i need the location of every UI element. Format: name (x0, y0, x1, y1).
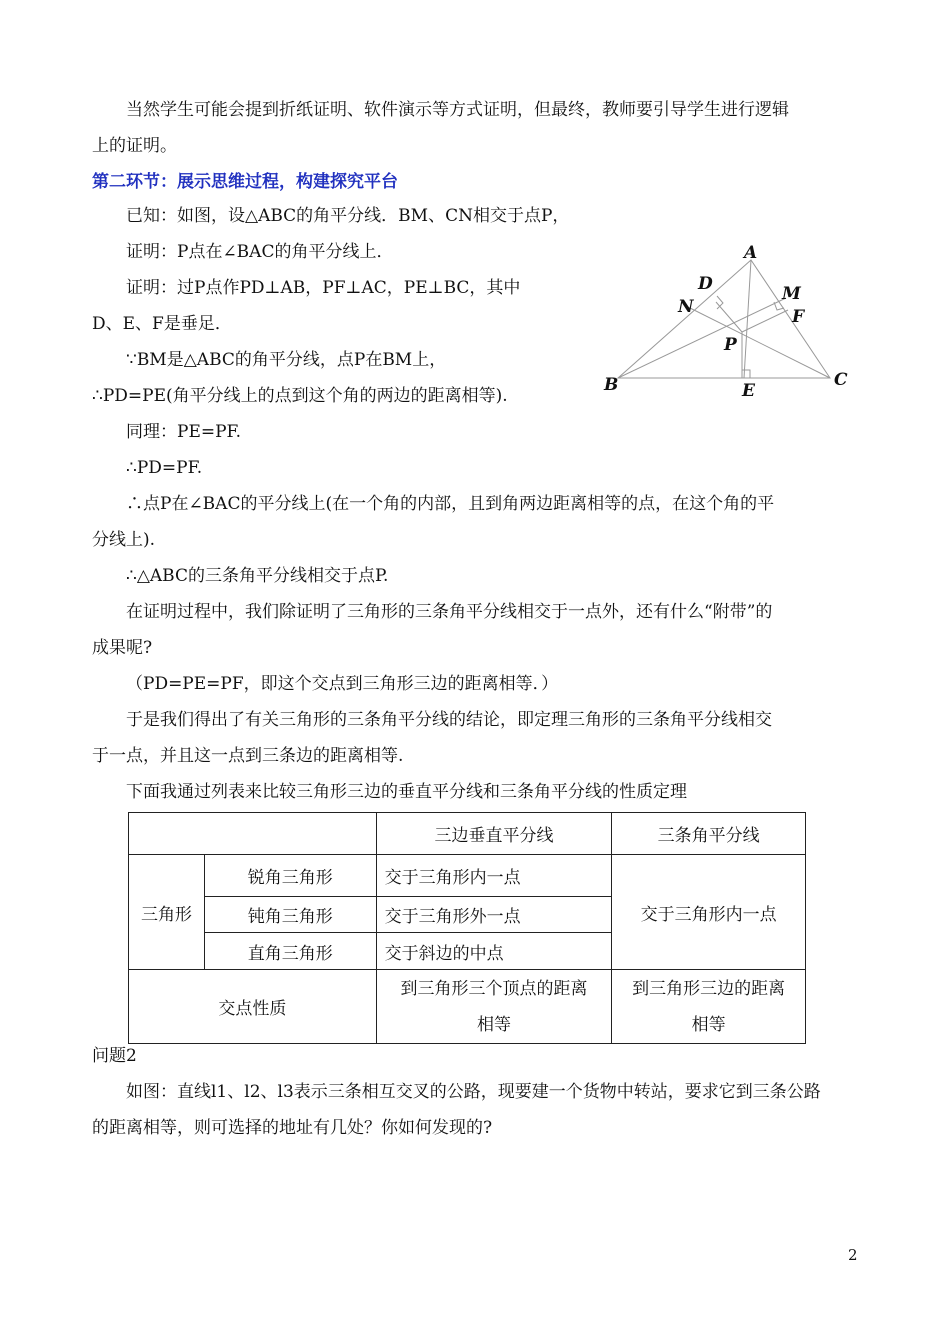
table-row (129, 855, 806, 897)
section-heading: 第二环节：展示思维过程，构建探究平台 (92, 172, 398, 192)
triangle-figure (596, 240, 866, 410)
paragraph-line: ∴点P在∠BAC的平分线上(在一个角的内部，且到角两边距离相等的点，在这个角的平 (126, 494, 775, 514)
paragraph-line: 如图：直线l1、l2、l3表示三条相互交叉的公路，现要建一个货物中转站，要求它到三条公路 (126, 1082, 821, 1102)
paragraph-line: 证明：过P点作PD⊥AB，PF⊥AC，PE⊥BC，其中 (126, 278, 521, 298)
paragraph-line: 分线上). (92, 530, 156, 550)
perp-result: 交于三角形外一点 (376, 897, 612, 933)
paragraph-line: 下面我通过列表来比较三角形三边的垂直平分线和三条角平分线的性质定理 (126, 782, 687, 802)
property-bisector-line: 相等 (691, 1014, 726, 1035)
paragraph-line: （PD=PE=PF，即这个交点到三角形三边的距离相等．） (126, 674, 559, 694)
paragraph-line: ∵BM是△ABC的角平分线，点P在BM上， (126, 350, 447, 370)
label-p: P (724, 335, 737, 355)
header-perp-bisector: 三边垂直平分线 (376, 813, 612, 855)
empty-header-cell (129, 813, 377, 855)
page-number: 2 (848, 1246, 858, 1264)
triangle-type: 钝角三角形 (204, 897, 376, 933)
bisector-cn (686, 306, 830, 378)
property-perp (376, 970, 612, 1044)
property-label: 交点性质 (129, 970, 377, 1044)
triangle-type: 直角三角形 (204, 933, 376, 970)
table-header-row (129, 813, 806, 855)
paragraph-line: 成果呢? (92, 638, 153, 658)
paragraph-line: ∴△ABC的三条角平分线相交于点P. (126, 566, 389, 586)
paragraph-line: 于一点，并且这一点到三条边的距离相等. (92, 746, 404, 766)
paragraph-line: ∴PD=PE(角平分线上的点到这个角的两边的距离相等). (92, 386, 508, 406)
perp-result: 交于三角形内一点 (376, 855, 612, 897)
label-e: E (742, 381, 755, 401)
paragraph-line: 同理：PE=PF. (126, 422, 242, 442)
property-bisector (612, 970, 806, 1044)
paragraph-line: ∴PD=PF. (126, 458, 203, 478)
paragraph-line: 于是我们得出了有关三角形的三条角平分线的结论，即定理三角形的三条角平分线相交 (126, 710, 772, 730)
triangle-type: 锐角三角形 (204, 855, 376, 897)
bisector-bm (618, 298, 786, 378)
property-perp-line: 到三角形三个顶点的距离 (400, 978, 588, 999)
label-c: C (834, 370, 848, 390)
bisector-a (744, 260, 751, 378)
bisector-result: 交于三角形内一点 (612, 855, 806, 970)
header-angle-bisector: 三条角平分线 (612, 813, 806, 855)
property-perp-line: 相等 (476, 1014, 511, 1035)
property-bisector-line: 到三角形三边的距离 (632, 978, 786, 999)
perp-result: 交于斜边的中点 (376, 933, 612, 970)
label-b: B (604, 375, 619, 395)
right-angle-mark-e (742, 370, 750, 378)
label-f: F (792, 307, 805, 327)
paragraph-line: 当然学生可能会提到折纸证明、软件演示等方式证明，但最终，教师要引导学生进行逻辑 (126, 100, 789, 120)
triangle-group-label: 三角形 (129, 855, 205, 970)
question-label: 问题2 (92, 1046, 137, 1066)
comparison-table (128, 812, 806, 1044)
label-m: M (782, 284, 801, 304)
perp-pf (742, 310, 788, 332)
paragraph-line: D、E、F是垂足． (92, 314, 232, 334)
paragraph-line: 的距离相等，则可选择的地址有几处？你如何发现的? (92, 1118, 493, 1138)
label-n: N (678, 297, 694, 317)
label-a: A (744, 243, 758, 263)
paragraph-line: 已知：如图，设△ABC的角平分线．BM、CN相交于点P， (126, 206, 570, 226)
table-row (129, 970, 806, 1044)
paragraph-line: 上的证明。 (92, 136, 177, 156)
paragraph-line: 在证明过程中，我们除证明了三角形的三条角平分线相交于一点外，还有什么“附带”的 (126, 602, 773, 622)
label-d: D (698, 274, 713, 294)
paragraph-line: 证明：P点在∠BAC的角平分线上． (126, 242, 394, 262)
